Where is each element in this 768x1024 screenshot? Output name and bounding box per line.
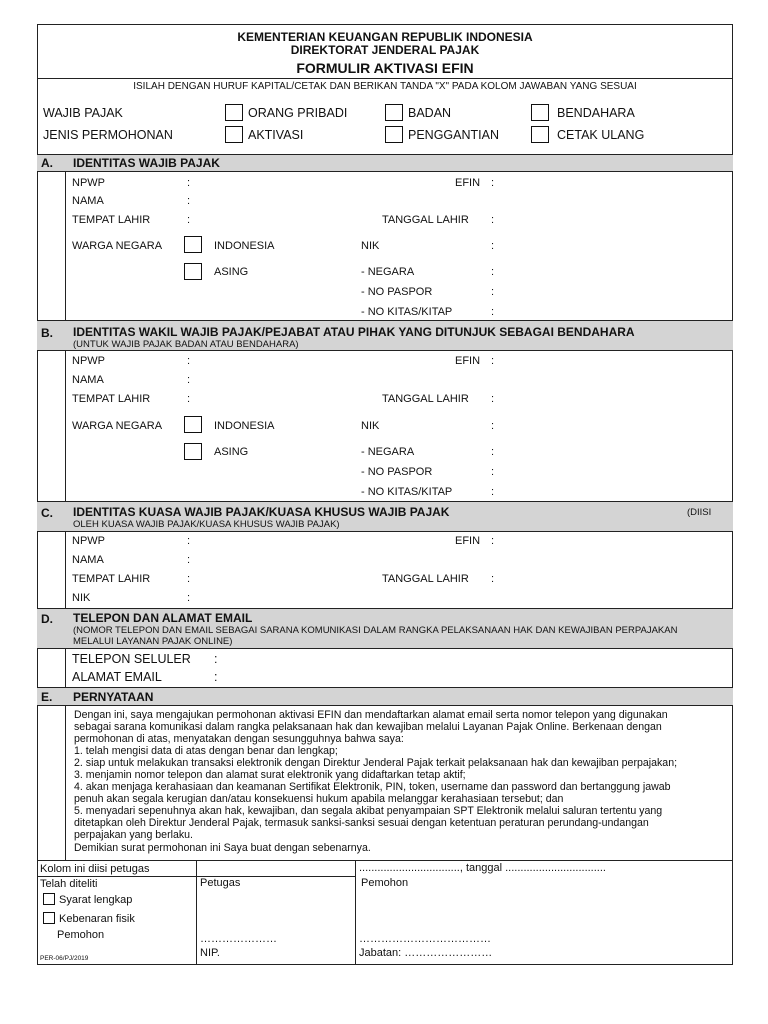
tempat-lahir-label: TEMPAT LAHIR [72,393,151,405]
tanggal-lahir-label: TANGGAL LAHIR [382,573,469,585]
no-kitas-label: - NO KITAS/KITAP [361,486,453,498]
colon: : [187,592,191,604]
telah-diteliti-label: Telah diteliti [40,878,98,890]
statement-line: permohonan di atas, menyatakan dengan sesungguhnya bahwa saya: [74,733,404,745]
jabatan-label: Jabatan: …………………… [359,947,493,959]
orang-pribadi-checkbox[interactable] [225,104,243,121]
pemohon-label: Pemohon [361,877,409,889]
colon: : [187,214,191,226]
syarat-lengkap-label: Syarat lengkap [59,894,133,906]
colon: : [491,355,495,367]
efin-label: EFIN [455,355,481,367]
colon: : [187,374,191,386]
colon: : [491,214,495,226]
aktivasi-label: AKTIVASI [248,128,304,142]
section-subtitle: (UNTUK WAJIB PAJAK BADAN ATAU BENDAHARA) [73,339,299,350]
cetak-ulang-label: CETAK ULANG [557,128,645,142]
statement-line: 1. telah mengisi data di atas dengan benar dan lengkap; [74,745,338,757]
colon: : [491,393,495,405]
telepon-label: TELEPON SELULER [72,652,191,666]
asing-checkbox[interactable] [184,263,202,280]
divider [37,78,733,79]
efin-label: EFIN [455,535,481,547]
colon: : [491,573,495,585]
colon: : [491,306,495,318]
instruction-text: ISILAH DENGAN HURUF KAPITAL/CETAK DAN BERIKAN TANDA "X" PADA KOLOM JAWABAN YANG SESUAI [133,81,637,92]
statement-line: 5. menyadari sepenuhnya akan hak, kewajiban, dan segala akibat penyampaian SPT Elektronik melalui saluran tertentu yang [74,805,663,817]
nik-label: NIK [361,420,380,432]
asing-checkbox[interactable] [184,443,202,460]
warga-negara-label: WARGA NEGARA [72,420,163,432]
colon: : [491,286,495,298]
petugas-label: Petugas [200,877,241,889]
negara-label: - NEGARA [361,266,415,278]
section-e-header [37,687,733,706]
divider [37,876,355,877]
indonesia-checkbox[interactable] [184,416,202,433]
kebenaran-fisik-checkbox[interactable] [43,912,55,924]
statement-line: Demikian surat permohonan ini Saya buat dengan sebenarnya. [74,842,371,854]
colon: : [187,177,191,189]
nik-label: NIK [72,592,91,604]
pemohon-label: Pemohon [57,929,105,941]
section-letter: C. [41,506,53,520]
colon: : [214,652,218,666]
section-letter: E. [41,690,53,704]
column-divider [65,649,66,687]
nama-label: NAMA [72,554,104,566]
section-d-header [37,608,733,649]
colon: : [491,240,495,252]
syarat-lengkap-checkbox[interactable] [43,893,55,905]
section-letter: B. [41,326,53,340]
ministry-title: KEMENTERIAN KEUANGAN REPUBLIK INDONESIA [237,30,533,44]
section-subtitle: (NOMOR TELEPON DAN EMAIL SEBAGAI SARANA KOMUNIKASI DALAM RANGKA PELAKSANAAN HAK DAN KEWAJIBAN PERPAJAKAN [73,625,678,636]
badan-checkbox[interactable] [385,104,403,121]
section-title: PERNYATAAN [73,690,154,704]
tanggal-lahir-label: TANGGAL LAHIR [382,393,469,405]
column-divider [65,172,66,320]
indonesia-checkbox[interactable] [184,236,202,253]
tempat-lahir-label: TEMPAT LAHIR [72,214,151,226]
form-title: FORMULIR AKTIVASI EFIN [296,60,474,76]
colon: : [491,446,495,458]
pemohon-signature-line: ……………………………… [359,933,491,945]
form-code: PER-06/PJ/2019 [40,955,89,962]
colon: : [187,195,191,207]
tanggal-line: ................................., tanggal ................................. [359,862,606,874]
orang-pribadi-label: ORANG PRIBADI [248,106,348,120]
warga-negara-label: WARGA NEGARA [72,240,163,252]
badan-label: BADAN [408,106,452,120]
asing-label: ASING [214,266,249,278]
npwp-label: NPWP [72,355,105,367]
statement-line: 4. akan menjaga kerahasiaan dan keamanan Sertifikat Elektronik, PIN, token, username dan password dan bertanggung jawab [74,781,671,793]
wajib-pajak-label: WAJIB PAJAK [43,106,123,120]
section-title: IDENTITAS WAJIB PAJAK [73,156,220,170]
indonesia-label: INDONESIA [214,240,275,252]
no-paspor-label: - NO PASPOR [361,286,433,298]
npwp-label: NPWP [72,535,105,547]
nip-label: NIP. [200,947,220,959]
tanggal-lahir-label: TANGGAL LAHIR [382,214,469,226]
section-a-header [37,154,733,172]
colon: : [491,535,495,547]
colon: : [187,554,191,566]
penggantian-checkbox[interactable] [385,126,403,143]
cetak-ulang-checkbox[interactable] [531,126,549,143]
efin-label: EFIN [455,177,481,189]
statement-line: ditetapkan oleh Direktur Jenderal Pajak, termasuk sanksi-sanksi sesuai dengan ketentuan peraturan perundang-undangan [74,817,649,829]
tempat-lahir-label: TEMPAT LAHIR [72,573,151,585]
nama-label: NAMA [72,374,104,386]
kolom-petugas-label: Kolom ini diisi petugas [40,863,150,875]
nik-label: NIK [361,240,380,252]
column-divider [65,706,66,860]
colon: : [187,393,191,405]
section-title: IDENTITAS KUASA WAJIB PAJAK/KUASA KHUSUS WAJIB PAJAK [73,505,450,519]
colon: : [214,670,218,684]
section-letter: A. [41,156,53,170]
no-kitas-label: - NO KITAS/KITAP [361,306,453,318]
section-subtitle: OLEH KUASA WAJIB PAJAK/KUASA KHUSUS WAJIB PAJAK) [73,519,340,530]
colon: : [491,486,495,498]
npwp-label: NPWP [72,177,105,189]
statement-line: 2. siap untuk melakukan transaksi elektronik dengan Direktur Jenderal Pajak terkait pelaksanaan hak dan kewajiban perpajakan; [74,757,678,769]
colon: : [491,466,495,478]
statement-line: 3. menjamin nomor telepon dan alamat surat elektronik yang didaftarkan tetap aktif; [74,769,466,781]
no-paspor-label: - NO PASPOR [361,466,433,478]
colon: : [491,266,495,278]
colon: : [187,573,191,585]
negara-label: - NEGARA [361,446,415,458]
section-title: TELEPON DAN ALAMAT EMAIL [73,611,253,625]
indonesia-label: INDONESIA [214,420,275,432]
jenis-permohonan-label: JENIS PERMOHONAN [43,128,173,142]
aktivasi-checkbox[interactable] [225,126,243,143]
section-c-header [37,501,733,532]
nama-label: NAMA [72,195,104,207]
column-divider [65,351,66,501]
statement-line: perpajakan yang berlaku. [74,829,193,841]
colon: : [491,420,495,432]
statement-line: penuh akan segala kerugian dan/atau konsekuensi hukum apabila melanggar kerahasiaan tersebut; dan [74,793,564,805]
penggantian-label: PENGGANTIAN [408,128,499,142]
statement-line: Dengan ini, saya mengajukan permohonan aktivasi EFIN dan mendaftarkan alamat email serta nomor telepon yang digunakan [74,709,668,721]
email-label: ALAMAT EMAIL [72,670,162,684]
colon: : [491,177,495,189]
divider [37,860,733,861]
colon: : [187,535,191,547]
asing-label: ASING [214,446,249,458]
bendahara-checkbox[interactable] [531,104,549,121]
section-note: (DIISI [687,507,712,518]
petugas-signature-line: ………………… [200,933,277,945]
section-b-header [37,320,733,351]
column-divider [355,860,356,965]
kebenaran-fisik-label: Kebenaran fisik [59,913,135,925]
directorate-title: DIREKTORAT JENDERAL PAJAK [290,43,480,57]
section-title: IDENTITAS WAKIL WAJIB PAJAK/PEJABAT ATAU PIHAK YANG DITUNJUK SEBAGAI BENDAHARA [73,325,635,339]
section-letter: D. [41,612,53,626]
colon: : [187,355,191,367]
section-subtitle: MELALUI LAYANAN PAJAK ONLINE) [73,636,233,647]
statement-line: sebagai sarana komunikasi dalam rangka pelaksanaan hak dan kewajiban melalui Layanan Pajak Online. Berkenaan dengan [74,721,662,733]
column-divider [65,532,66,608]
bendahara-label: BENDAHARA [557,106,635,120]
